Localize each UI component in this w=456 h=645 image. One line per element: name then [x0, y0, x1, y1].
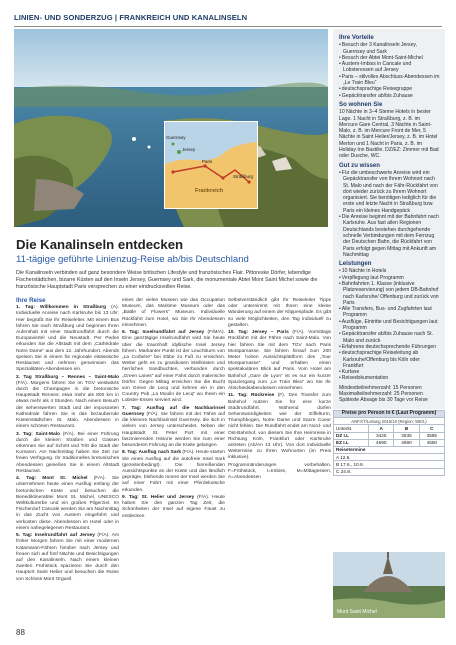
price-box: [333, 410, 445, 476]
price-cell: 3425: [369, 432, 394, 439]
service-item: • 10 Nächte in Hotels: [339, 268, 440, 274]
price-cell: 3535: [394, 432, 419, 439]
header-text: LINIEN- UND SONDERZUG | FRANKREICH UND KANALINSELN: [14, 13, 248, 22]
advantage-item: • deutschsprachige Reisegruppe: [339, 86, 440, 92]
price-cell: EZ I.L: [334, 439, 369, 446]
advantage-item: • Besuch der Abtei Mont-Saint-Michel: [339, 55, 440, 61]
day-paragraph: 7. Tag: Ausflug auf die Nachbarinsel Guernsey (F/A). Sie fahren mit der Fähre auf die kleinere Nachbarinsel Guernsey, die sich in vielem von Jersey unterscheidet. Neben der Hauptstadt St. Peter Port mit einer faszinierenden Historie werden Sie zum einer besonderen Führung an die Küste gelangen.: [122, 405, 225, 449]
mont-saint-michel-photo: [333, 552, 445, 618]
advantages-list: [339, 42, 440, 99]
services-list: [339, 268, 440, 381]
price-col-header: B: [394, 425, 419, 432]
service-item: • Kurtaxe: [339, 369, 440, 375]
day-paragraph: 8. Tag: Ausflug nach Sark (F/A). Heute starten Sie einen Ausflug auf die autofreie Insel Sark (gezeitenbedingt). Die hinreißenden Aussichtspunkte an der Küste und das ländlich geprägte, blühende Innere der Insel werden Sie auf einer Fahrt mit einer Pferdekutsche erkunden.: [122, 450, 225, 493]
dates-heading: Reisetermine: [334, 446, 445, 453]
article-subtitle: 11-tägige geführte Linienzug-Reise ab/bis Deutschland: [16, 254, 249, 265]
advantages-heading: Ihre Vorteile: [339, 34, 374, 41]
footnote: Programmänderungen vorbehalten. F=Frühstück, I=Imbiss, M=Mittagessen, A=Abendessen: [228, 462, 331, 481]
map-label-paris: Paris: [202, 159, 213, 164]
good-to-know-list: [339, 170, 440, 258]
advantage-item: • Austern-Imbiss in Cancale und Lobsteressen auf Jersey: [339, 61, 440, 74]
date-row: C 24.8.: [334, 468, 445, 475]
service-item: • Bahnfahrten 1. Klasse (inklusive Platzreservierung) von jedem DB-Bahnhof nach Karlsruhe/ Offenburg und zurück von Paris: [339, 281, 440, 306]
price-col-header: C: [419, 425, 444, 432]
good-to-know-heading: Gut zu wissen: [339, 161, 380, 169]
service-item: • Ausflüge, Eintritte und Besichtigungen laut Programm: [339, 319, 440, 332]
itinerary-column-2: [122, 298, 225, 521]
day-paragraph: 11. Tag: Rückreise (F). Den Transfer zum Bahnhof nutzen Sie für eine kurze Stadtrundfahrt. Während dürfen Sehenswürdigkeiten wie der Eiffelturm, Triumphbogen, Notre Dame und Sacre Coeur nicht fehlen. Die Rundfahrt endet am Nord- und Ost-Bahnhof, von diesem Sie Ihre Heimreise in Richtung Köln, Frankfurt oder Karlsruhe antreten (Ab/An 13 Uhr). Von dort individuelle Weiterreise zu Ihren Wohnorten (im Preis inklusive).: [228, 393, 331, 461]
price-table: [333, 410, 445, 476]
advantage-item: • Besuch der 3 Kanalinseln Jersey, Guernsey und Sark: [339, 42, 440, 55]
date-row: A 12.5.: [334, 454, 445, 461]
map-label-jersey: Jersey: [182, 147, 196, 152]
article-intro: Die Kanalinseln verbinden auf ganz besondere Weise britischen Lifestyle und französisches Flair. Pittoreske Dörfer, lebendige Fischerstädtchen, bizarre Küsten auf den Inseln Jersey, Guernsey und Sark, die monumentale Abtei Mont Saint Michel sowie die französische Hauptstadt Paris versprechen zu einer eindrucksvollen Reise.: [16, 270, 318, 290]
running-header: [14, 10, 442, 27]
price-col-header: Unterkt.: [334, 425, 369, 432]
day-paragraph: 6. Tag: Inselrundfahrt auf Jersey (F/M/A). Eine ganztägige Inselrundfahrt wird Sie heute über die traumhaft idyllische Insel Jersey führen. Markanter Punkt ist der Leuchtturm von „La Corbière“ bei Ebbe zu Fuß zu erreichen. Weiter geht es zu grandiosen Steilküsten und herrlichen Sandbuchten, verbunden durch „Green Lanes“ auf einer Fahrt durch malerische Dörfer. Gegen Mittag erreichen Sie die Bucht von Greve de Lecq und kehren ein in den Country Pub „La Moulin de Lecq“ wo Ihnen ein Lobster-Essen serviert wird.: [122, 330, 225, 404]
advantage-item: • Paris – stilvolles Abschluss-Abendessen im „Le Train Bleu“: [339, 74, 440, 87]
service-item: • Reisedokumentation: [339, 375, 440, 381]
good-to-know-item: • Die Anreise beginnt mit der Bahnfahrt nach Karlsruhe. Aus fast allen Regionen Deutschlands bestehen durchgehende schnelle Verbindungen mit dem Fernzug der Deutschen Bahn, die Rückfahrt von Paris erfolgt gegen Mittag mit Ankunft am Nachmittag: [339, 214, 440, 258]
photo-caption: Mont Saint Michel: [337, 609, 377, 615]
price-title: Preise pro Person in € (Laut Programm): [334, 411, 445, 418]
day-paragraph: 2. Tag Straßburg – Rennes – Saint-Malo (F/A). Morgens fahren Sie im TGV westwärts durch die Champagne in die bretonische Hauptstadt Rennes: etwa mehr als 800 km in etwas mehr als 4 Stunden. Nach einem Besuch der sehenswerten Stadt und der imposanten Kathedrale fahren Sie in das bezaubernde Küstenstädtchen St. Malo. Abendessen in einem schönen Restaurant.: [16, 374, 119, 430]
price-col-header: A: [369, 425, 394, 432]
service-item: • deutschsprachige Reiseleitung ab Karlsruhe/Offenburg bis Köln oder Frankfurt: [339, 350, 440, 369]
day-paragraph: Selbstverständlich gibt Ihr Reiseleiter Tipps oder unternimmt mit Ihnen eine kleine Wanderung auf einem der Klippenpfade. Es gibt so viele Möglichkeiten, den Tag individuell zu gestalten.: [228, 298, 331, 328]
good-to-know-item: • Für die umbeschwerte Anreise wird ein Gepäcktransfer von Ihrem Wohnort nach St. Malo und nach der Fähr-Rückfahrt von dort wieder zurück zu Ihrem Wohnort organisiert. Sie benötigen lediglich für die erste und letzte Nacht in Straßburg bzw. Paris ein kleines Handgepäck: [339, 170, 440, 214]
service-item: • Alle Transfers, Bus- und Zugfahrten laut Programm: [339, 306, 440, 319]
accommodation-text: 10 Nächte in 3–4 Sterne Hotels in bester Lage. 1 Nacht in Straßburg, z. B. im Mercure Gare Central, 3 Nächte in Saint-Malo, z. B. im Mercure Front de Mer, 5 Nächte in Saint Helier/Jersey, z. B. im Hotel Merton und 1 Nacht in Paris, z. B. im Holiday Inn Bastille. DZ/EZ: Zimmer mit Bad oder Dusche, WC.: [339, 109, 439, 160]
itinerary-heading: Ihre Reise: [16, 297, 46, 304]
price-subtitle: ANF.KT/Leitung 2015/10 (Region: WE/L): [334, 418, 445, 425]
day-paragraph: 4. Tag: Mont St. Michel (F/A). Sie unternehmen heute einen Ausflug entlang der bretonischen Küste und besuchen die Benediktinerabtei Mont St. Michel, UNESCO Weltkulturerbe und ein großes Pilgerziel. Im Fischerdorf Cancale werden Sie am Nachmittag in das Zucht von Austern eingeführt und verkosten diese. Abendessen im Hotel oder in einem nahegelegenen Restaurant.: [16, 476, 119, 531]
price-cell: 4550: [419, 439, 444, 446]
map-label-guernsey: Guernsey: [166, 135, 186, 140]
participants-min: Mindestteilnehmerzahl: 15 Personen: [339, 384, 422, 391]
accommodation-heading: So wohnen Sie: [339, 100, 383, 108]
itinerary-column-1: [16, 298, 119, 584]
price-cell: 4590: [394, 439, 419, 446]
price-cell: DZ I.L: [334, 432, 369, 439]
day-paragraph: 1. Tag: Willkommen in Straßburg (A). Individuelle Anreise nach Karlsruhe bis 13 Uhr. Hier begrüßt Sie Ihr Reiseleiter. Mit einem Bus fahren Sie nach Straßburg und beginnen Ihren Aufenthalt mit einer Stadtrundfahrt durch die Europaviertel und die Neustadt. Per Pedes erkunden Sie die Altstadt mit dem „Cathédrale Notre Dame“ aus dem 12. Jahrhundert. Abends speisen Sie in einem für regionale elsässische Restaurant und nehmen gemeinsam das Spezialitäten-Abendessen ein.: [16, 305, 119, 373]
article-title: Die Kanalinseln entdecken: [16, 237, 184, 252]
map-label-country: Frankreich: [195, 188, 224, 194]
date-row: B 17.6., 10.9.: [334, 461, 445, 468]
price-cell: 4590: [369, 439, 394, 446]
cancellation-note: Späteste Absage bis 30 Tage vor Reise: [339, 397, 428, 404]
hero-photo-coast: [14, 29, 328, 227]
info-sidebar: [333, 29, 445, 409]
price-cell: 3585: [419, 432, 444, 439]
participants-max: Maximalteilnehmerzahl: 25 Personen: [339, 391, 423, 398]
services-heading: Leistungen: [339, 260, 372, 268]
day-paragraph: 10. Tag: Jersey – Paris (F/A). Vormittags Rückfahrt mit der Fähre nach Saint-Malo. Von hier fahren Sie mit dem TGV nach Paris Montparnasse. Sie fahren hinauf zum 200 Meter hohen Aussichtsplattform des „Tour Montparnasse“ und erhalten einen spektakulären Blick auf Paris. Vom Hotel am Bahnhof „Gare de Lyon“ ist es nur ein kurzer Spaziergang zum „Le Train Bleu“ wo Sie Ihr Abschiedsabendessen einnehmen.: [228, 330, 331, 392]
day-paragraph: eines der vielen Museen wie das Occupation Museum, das Maritime Museum oder das „Battle of Flowers“ Museum. Individuelle Rückfahrt zum Hotel, wo Sie Ihr Abendessen einnehmen.: [122, 298, 225, 328]
map-label-strassburg: Straßburg: [233, 174, 254, 179]
day-paragraph: 5. Tag: Inselrundfahrt auf Jersey (F/A). Am früher Morgen fahren Sie mit einer modernen Katamaran-Fähren hinüber nach Jersey und freuen sich auf fünf Nächte und Besichtigungen auf den Kanalinseln. Nach einem kleinen zweiten Frühstück spazieren Sie durch den Hauptort Saint Helier und besuchen die Ruine von Schloss Mont Orgueil.: [16, 533, 119, 582]
service-item: • Verpflegung laut Programm: [339, 275, 440, 281]
page-number: 88: [16, 628, 25, 637]
service-item: • Gepäcktransfer ab/bis Zuhause nach St. Malo und zurück: [339, 331, 440, 344]
service-item: • Erfahrene deutschsprechende Führungen: [339, 344, 440, 350]
price-row: [334, 432, 445, 439]
price-row: [334, 439, 445, 446]
price-header-row: [334, 425, 445, 432]
map-inset: [164, 121, 258, 209]
day-paragraph: 3. Tag: Saint-Malo (F/A). Bei einer Führung durch die kleinen Straßen und Gassen erkennen Sie auf Schritt und Tritt die Stadt der Korsaren. Am Nachmittag haben Sie Zeit zur freien Verfügung. Ihr traditionelles bretonisches Abendessen genießen Sie in einem Altstadt Restaurant.: [16, 431, 119, 474]
itinerary-column-3: [228, 298, 331, 483]
advantage-item: • Gepäcktransfer ab/bis Zuhause: [339, 93, 440, 99]
day-paragraph: 9. Tag: St. Helier und Jersey (F/A). Heute haben Sie den ganzen Tag Zeit, die Schönheiten der Insel auf eigene Faust zu entdecken.: [122, 495, 225, 519]
